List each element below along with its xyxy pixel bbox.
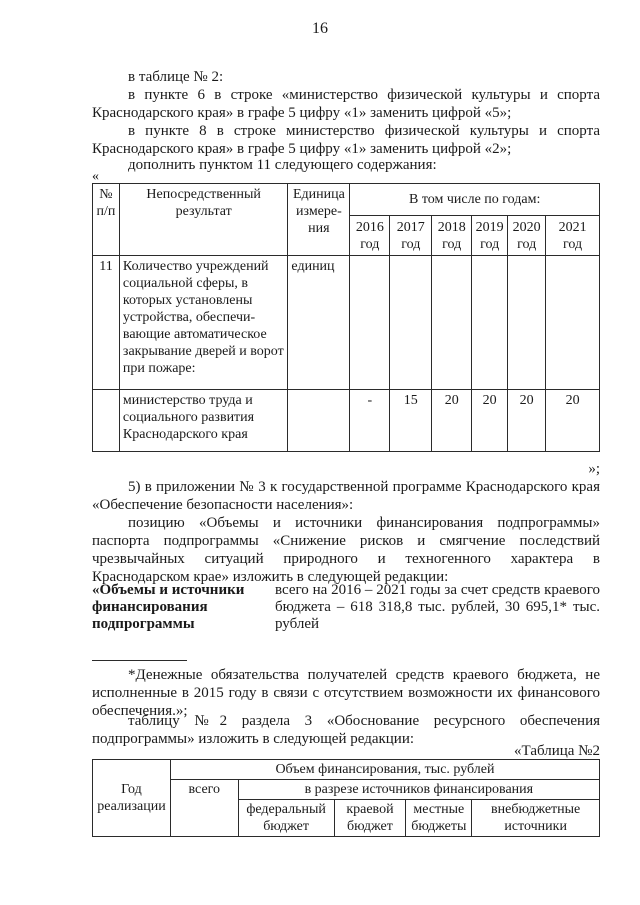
header-num: № п/п [93,184,120,256]
financing-table [92,759,600,837]
header-year: 2016 год [350,216,390,256]
table-row [93,390,600,452]
empty-cell [472,256,508,390]
close-quote: »; [588,461,600,477]
empty-cell [546,256,600,390]
paragraph-add-item11: дополнить пунктом 11 следующего содержания: [128,157,437,173]
empty-cell [288,390,350,452]
value-cell: 20 [508,390,546,452]
header-total: всего [170,780,238,837]
header-year: 2017 год [390,216,432,256]
paragraph-item8: в пункте 8 в строке министерство физической культуры и спорта Краснодарского края» в графе 5 цифру «1» заменить цифрой «2»; [92,123,600,157]
summary-label: «Объемы и источники финансирования подпрограммы [92,582,245,632]
header-source: краевой бюджет [334,800,406,837]
header-result: Непосредственный результат [119,184,288,256]
table2-caption: «Таблица №2 [514,743,600,759]
empty-cell [508,256,546,390]
results-table [92,183,600,452]
summary-text: всего на 2016 – 2021 годы за счет средств краевого бюджета – 618 318,8 тыс. рублей, 30 695,1* тыс. рублей [275,582,600,632]
row-result: Количество учреждений социальной сферы, в которых установлены устройства, обеспечи-вающие автоматическое закрывание дверей и ворот при пожаре: [119,256,288,390]
paragraph-position: позицию «Объемы и источники финансирования подпрограммы» паспорта подпрограммы «Снижение рисков и смягчение последствий чрезвычайных ситуаций природного и техногенного характера в Краснодарском крае» изложить в следующей редакции: [92,515,600,585]
footnote-divider [92,660,187,661]
header-source: федеральный бюджет [238,800,334,837]
paragraph-item6: в пункте 6 в строке «министерство физической культуры и спорта Краснодарского края» в графе 5 цифру «1» заменить цифрой «5»; [92,87,600,121]
value-cell: - [350,390,390,452]
row-unit: единиц [288,256,350,390]
header-years-group: В том числе по годам: [350,184,600,216]
paragraph-table2-intro: в таблице № 2: [128,69,224,85]
table-row [93,256,600,390]
header-year: 2018 год [432,216,472,256]
footnote: *Денежные обязательства получателей средств краевого бюджета, не исполненные в 2015 году в связи с отсутствием возможности их финансового обеспечения.»; [92,667,600,719]
header-unit: Единица измере-ния [288,184,350,256]
value-cell: 20 [546,390,600,452]
paragraph-table2: таблицу №2 раздела 3 «Обоснование ресурсного обеспечения подпрограммы» изложить в следующей редакции: [92,713,600,747]
header-year: 2019 год [472,216,508,256]
value-cell: 15 [390,390,432,452]
empty-cell [93,390,120,452]
value-cell: 20 [472,390,508,452]
row-num: 11 [93,256,120,390]
paragraph-appendix3: 5) в приложении № 3 к государственной программе Краснодарского края «Обеспечение безопасности населения»: [92,479,600,513]
header-year: 2020 год [508,216,546,256]
header-financing-group: Объем финансирования, тыс. рублей [170,760,599,780]
empty-cell [350,256,390,390]
value-cell: 20 [432,390,472,452]
header-source: внебюджетные источники [472,800,600,837]
page-number: 16 [312,20,328,37]
open-quote: « [92,169,99,184]
header-year-impl: Год реализации [93,760,171,837]
header-year: 2021 год [546,216,600,256]
header-sources-group: в разрезе источников финансирования [238,780,599,800]
empty-cell [390,256,432,390]
empty-cell [432,256,472,390]
row-result: министерство труда и социального развития Краснодарского края [119,390,288,452]
header-source: местные бюджеты [406,800,472,837]
